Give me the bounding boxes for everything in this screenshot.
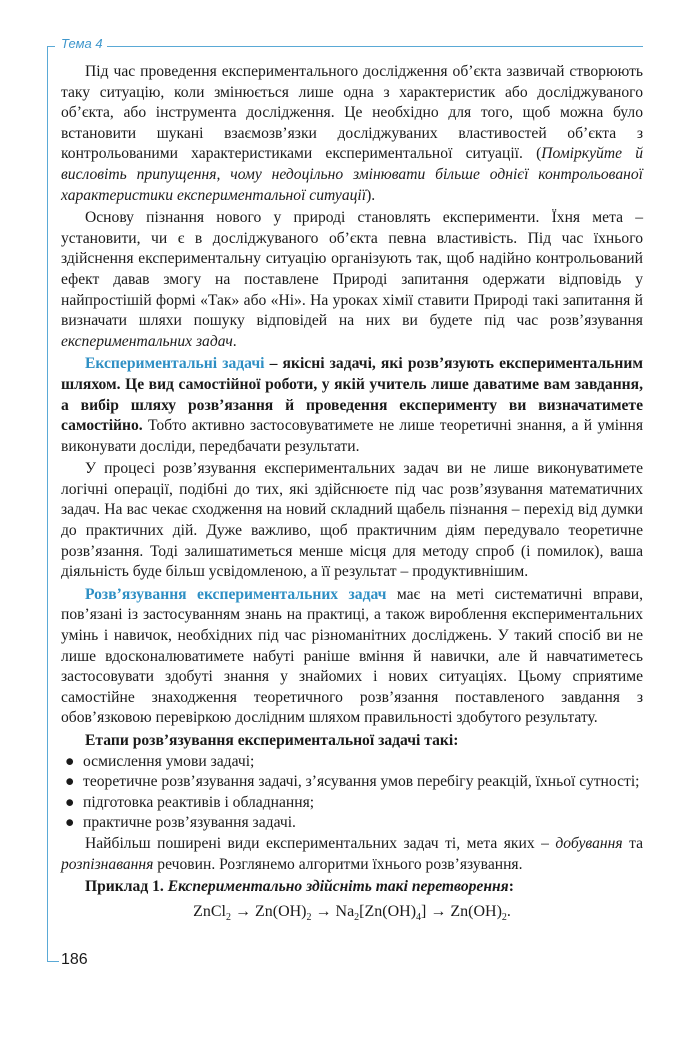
frame-corner-line (47, 46, 55, 47)
bullet-icon: ● (65, 793, 75, 811)
stages-heading-colon: : (453, 732, 459, 749)
paragraph-5-text: має на меті систематичні вправи, пов’язані із застосуванням знань на практиці, а також вироблення експериментальних умінь і навичок, необхідних під час різноманітних досліджень. У такий спосіб ви не лише вдосконалюватимете набуті раніше вміння й навички, але й навчатиметесь застосовувати здобуті знання у знайомих і нових ситуаціях. Цьому сприятиме самостійне знаходження теоретичного розв’язання поставленого завдання з обов’язковою перевіркою дослідним шляхом правильності здобутого результату. (61, 585, 643, 727)
paragraph-2-text: Основу пізнання нового у природі становлять експерименти. Їхня мета – установити, чи є в досліджуваного об’єкта певна властивість. Під час їхнього здійснення експериментальну ситуацію організують так, щоб надійно контрольований ефект давав змогу на поставлене Природі запитання одержати відповідь у найпростішій формі «Так» або «Ні». На уроках хімії ставити Природі такі запитання й визначати шляхи пошуку відповідей на них ви будете під час розв’язування (61, 209, 643, 330)
formula-sub: 2 (306, 911, 312, 923)
paragraph-1-end: ). (366, 186, 376, 204)
list-item (61, 793, 643, 814)
stages-list (61, 752, 643, 834)
formula-sub: 2 (501, 911, 507, 923)
stages-heading (61, 731, 643, 752)
paragraph-3-text: Тобто активно застосовуватимете не лише теоретичні знання, а й уміння виконувати досліди, передбачати результати. (61, 417, 643, 455)
formula-znoh2-final: Zn(OH) (450, 902, 502, 920)
page-number: 186 (61, 951, 88, 968)
list-item-text: практичне розв’язування задачі. (83, 814, 296, 832)
example-label: Приклад 1. (85, 878, 164, 896)
bullet-icon: ● (65, 773, 75, 791)
paragraph-6-mid: та (622, 834, 644, 852)
stages-heading-text: Етапи розв’язування експериментальної задачі такі (85, 732, 454, 749)
bullet-icon: ● (65, 814, 75, 832)
example-1 (61, 877, 643, 898)
page-body (61, 62, 643, 929)
list-item (61, 813, 643, 834)
definition-bold: – якісні задачі, які розв’язують експериментальним шляхом. Це вид самостійної роботи, у якій учитель лише даватиме вам завдання, а вибір шляху розв’язання й проведення експерименту ви визначатимете самостійно. (61, 355, 643, 435)
arrow-icon: → (311, 902, 336, 920)
paragraph-6-end: речовин. Розглянемо алгоритми їхнього розв’язування. (153, 855, 523, 873)
term-experimental-tasks: Експериментальні задачі (85, 355, 265, 373)
formula-sub: 2 (354, 911, 360, 923)
paragraph-4 (61, 459, 643, 583)
paragraph-2-italic: експериментальних задач (61, 332, 233, 350)
paragraph-6-italic-2: розпізнавання (61, 855, 154, 873)
list-item-text: теоретичне розв’язування задачі, з’ясування умов перебігу реакцій, їхньої сутності; (83, 773, 640, 791)
list-item-text: осмислення умови задачі; (83, 752, 255, 770)
list-item (61, 752, 643, 773)
list-item (61, 772, 643, 793)
paragraph-5 (61, 585, 643, 729)
paragraph-2 (61, 208, 643, 352)
paragraph-6-text: Найбільш поширені види експериментальних задач ті, мета яких – (85, 834, 556, 852)
paragraph-3 (61, 354, 643, 457)
paragraph-6 (61, 834, 643, 875)
formula-zncl2: ZnCl (193, 902, 226, 920)
paragraph-1-italic: Поміркуйте й висловіть припущення, чому недоцільно змінювати більше однієї контрольованої характеристики експериментальної ситуації (61, 145, 643, 204)
formula-bracket: ] (421, 902, 427, 920)
frame-left-line (47, 46, 48, 961)
formula-sub: 2 (225, 911, 231, 923)
example-colon: : (508, 878, 514, 896)
example-task: Експериментально здійсніть такі перетворення (163, 878, 509, 896)
frame-top-line (107, 46, 643, 47)
formula-na: Na (335, 902, 355, 920)
bullet-icon: ● (65, 752, 75, 770)
paragraph-4-text: У процесі розв’язування експериментальних задач ви не лише виконуватимете логічні операції, подібні до тих, які здійснюєте під час розв’язування математичних задач. На вас чекає сходження на новий складний щабель пізнання – перехід від думки до практичних дій. Дуже важливо, щоб практичним діям передувало теоретичне розв’язання. Тоді залишатиметься менше місця для методу спроб (і помилок), ваша діяльність буде більш усвідомленою, а її результат – продуктивнішим. (61, 460, 643, 581)
reaction-scheme (61, 902, 643, 929)
frame-bottom-line (47, 961, 59, 962)
paragraph-6-italic-1: добування (555, 834, 623, 852)
term-solving-tasks: Розв’язування експериментальних задач (85, 585, 387, 603)
formula-znoh2: Zn(OH) (254, 902, 307, 920)
formula-end: . (506, 902, 511, 920)
topic-label: Тема 4 (58, 36, 106, 51)
paragraph-1-text: Під час проведення експериментального дослідження об’єкта зазвичай створюють таку ситуацію, коли змінюється лише одна з характеристик або досліджуваного об’єкта, або інструмента дослідження. Це необхідно для того, щоб можна було встановити шукані взаємозв’язки досліджуваних властивостей об’єкта з контрольованими характеристиками експериментальної ситуації. ( (61, 63, 643, 163)
formula-sub: 4 (416, 911, 422, 923)
paragraph-2-end: . (232, 332, 237, 350)
arrow-icon: → (426, 902, 451, 920)
formula-zincate: [Zn(OH) (359, 902, 417, 920)
arrow-icon: → (230, 902, 255, 920)
list-item-text: підготовка реактивів і обладнання; (83, 793, 315, 811)
paragraph-1 (61, 62, 643, 206)
